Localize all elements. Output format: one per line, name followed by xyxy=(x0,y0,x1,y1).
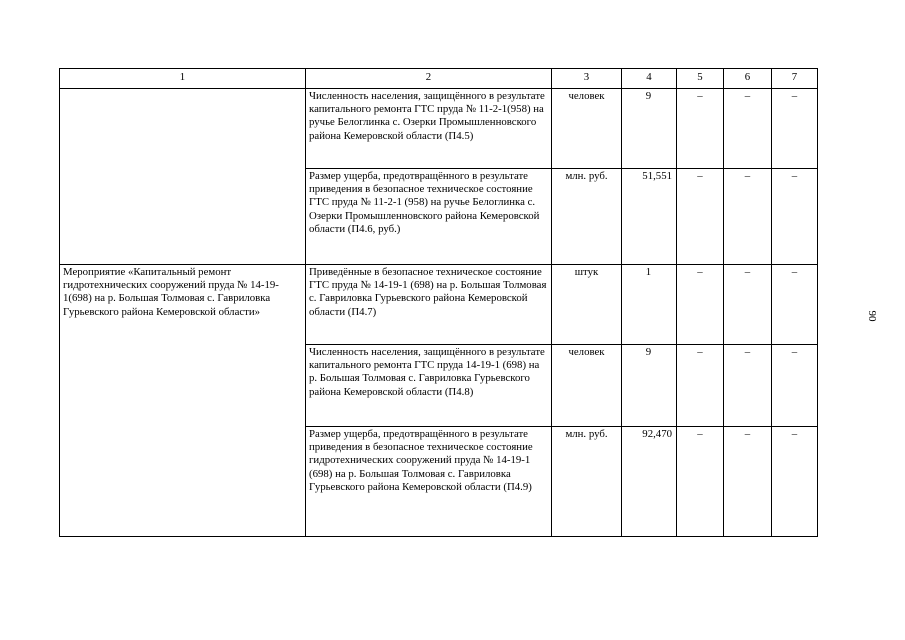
indicator-cell: Размер ущерба, предотвращённого в результате приведения в безопасное техническое состояние ГТС пруда № 11-2-1 (958) на ручье Белоглинка с. Озерки Промышленновского района Кемеровской области (П4.6, руб.) xyxy=(306,169,552,265)
value-cell: 9 xyxy=(622,345,677,427)
col6-cell: – xyxy=(724,265,772,345)
col5-cell: – xyxy=(677,345,724,427)
measure-cell: Мероприятие «Капитальный ремонт гидротехнических сооружений пруда № 14-19-1(698) на р. Большая Толмовая с. Гавриловка Гурьевского района Кемеровской области» xyxy=(60,265,306,537)
indicators-table xyxy=(59,68,818,537)
header-cell: 7 xyxy=(772,69,818,89)
table-row xyxy=(60,89,818,169)
unit-cell: штук xyxy=(552,265,622,345)
table-row xyxy=(60,265,818,345)
header-cell: 4 xyxy=(622,69,677,89)
value-cell: 1 xyxy=(622,265,677,345)
indicator-cell: Численность населения, защищённого в результате капитального ремонта ГТС пруда 14-19-1 (698) на р. Большая Толмовая с. Гавриловка Гурьевского района Кемеровской области (П4.8) xyxy=(306,345,552,427)
indicator-cell: Размер ущерба, предотвращённого в результате приведения в безопасное техническое состояние гидротехнических сооружений пруда № 14-19-1 (698) на р. Большая Толмовая с. Гавриловка Гурьевского района Кемеровской области (П4.9) xyxy=(306,427,552,537)
col5-cell: – xyxy=(677,89,724,169)
col7-cell: – xyxy=(772,427,818,537)
unit-cell: человек xyxy=(552,345,622,427)
col5-cell: – xyxy=(677,169,724,265)
measure-cell xyxy=(60,89,306,265)
col7-cell: – xyxy=(772,345,818,427)
table-header-row xyxy=(60,69,818,89)
page-number: 90 xyxy=(866,310,878,322)
value-cell: 92,470 xyxy=(622,427,677,537)
col6-cell: – xyxy=(724,169,772,265)
col5-cell: – xyxy=(677,265,724,345)
unit-cell: человек xyxy=(552,89,622,169)
indicator-cell: Приведённые в безопасное техническое состояние ГТС пруда № 14-19-1 (698) на р. Большая Толмовая с. Гавриловка Гурьевского района Кемеровской области (П4.7) xyxy=(306,265,552,345)
value-cell: 51,551 xyxy=(622,169,677,265)
header-cell: 6 xyxy=(724,69,772,89)
indicator-cell: Численность населения, защищённого в результате капитального ремонта ГТС пруда № 11-2-1(958) на ручье Белоглинка с. Озерки Промышленновского района Кемеровской области (П4.5) xyxy=(306,89,552,169)
header-cell: 1 xyxy=(60,69,306,89)
header-cell: 5 xyxy=(677,69,724,89)
col6-cell: – xyxy=(724,89,772,169)
col6-cell: – xyxy=(724,427,772,537)
unit-cell: млн. руб. xyxy=(552,169,622,265)
col7-cell: – xyxy=(772,265,818,345)
value-cell: 9 xyxy=(622,89,677,169)
col6-cell: – xyxy=(724,345,772,427)
col7-cell: – xyxy=(772,169,818,265)
unit-cell: млн. руб. xyxy=(552,427,622,537)
col7-cell: – xyxy=(772,89,818,169)
header-cell: 3 xyxy=(552,69,622,89)
col5-cell: – xyxy=(677,427,724,537)
header-cell: 2 xyxy=(306,69,552,89)
